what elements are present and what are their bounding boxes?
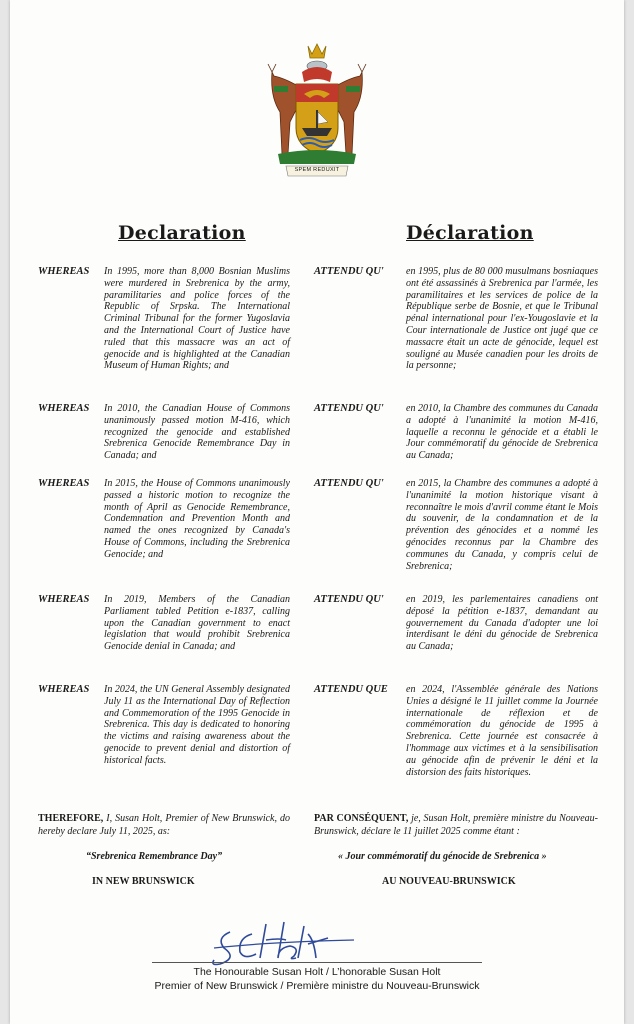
clause-keyword-en: WHEREAS [38,266,90,277]
clause-text-fr: en 2019, les parlementaires canadiens ont déposé la pétition e-1837, demandant au gouvernement du Canada d'adopter une loi interdisant le déni du génocide de Srebrenica au Canada; [406,594,598,653]
clause-text-en: In 2019, Members of the Canadian Parliament tabled Petition e-1837, calling upon the Canadian government to enact legislation that would prohibit Srebrenica Genocide denial in Canada; and [104,594,290,653]
signatory-title: Premier of New Brunswick / Première ministre du Nouveau-Brunswick [154,980,480,992]
clause-keyword-fr: ATTENDU QUE [314,684,388,695]
signature-line [152,962,482,963]
coat-of-arms-icon [262,42,372,182]
clause-text-fr: en 2010, la Chambre des communes du Canada a adopté à l'unanimité la motion M-416, laquelle a reconnu le génocide et a établi le Jour commémoratif du génocide de Srebrenica au Canada; [406,403,598,462]
clause-keyword-fr: ATTENDU QU' [314,403,384,414]
clause-keyword-fr: ATTENDU QU' [314,594,384,605]
clause-keyword-fr: ATTENDU QU' [314,478,384,489]
clause-keyword-fr: ATTENDU QU' [314,266,384,277]
clause-keyword-en: WHEREAS [38,594,90,605]
location-en: IN NEW BRUNSWICK [92,876,195,887]
clause-keyword-en: WHEREAS [38,478,90,489]
therefore-lead-fr: PAR CONSÉQUENT, [314,813,409,824]
title-english: Declaration [118,222,246,244]
therefore-paragraph-en [38,812,290,838]
clause-keyword-en: WHEREAS [38,684,90,695]
clause-text-en: In 1995, more than 8,000 Bosnian Muslims were murdered in Srebrenica by the army, paramilitaries and police forces of the Republic of Srpska. The International Criminal Tribunal for the former Yugoslavia and the International Court of Justice have ruled that this massacre was an act of genocide and is highlighted at the Canadian Museum of Human Rights; and [104,266,290,372]
day-name-en: “Srebrenica Remembrance Day” [86,851,223,862]
clause-text-fr: en 1995, plus de 80 000 musulmans bosniaques ont été assassinés à Srebrenica par l'armée, les paramilitaires et les services de police de la République serbe de Bosnie, et que le Tribunal pénal international pour l'ex-Yougoslavie et la Cour internationale de Justice ont jugé que ce massacre était un acte de génocide, lequel est souligné au Musée canadien pour les droits de la personne; [406,266,598,372]
clause-text-fr: en 2015, la Chambre des communes a adopté à l'unanimité la motion historique visant à reconnaître le mois d'avril comme étant le Mois du souvenir, de la condamnation et de la prévention des génocides et a nommé les génocides reconnus par la Chambre des communes du Canada, y compris celui de Srebrenica; [406,478,598,572]
signature-icon [208,918,358,968]
motto-text: SPEM REDUXIT [294,167,340,173]
clause-text-fr: en 2024, l'Assemblée générale des Nations Unies a désigné le 11 juillet comme la Journée internationale de réflexion et de commémoration du génocide de 1995 à Srebrenica. Cette journée est consacrée à l'hommage aux victimes et à la sensibilisation au génocide afin de prévenir le déni et la distorsion des faits historiques. [406,684,598,778]
clause-keyword-en: WHEREAS [38,403,90,414]
day-name-fr: « Jour commémoratif du génocide de Srebrenica » [338,851,547,862]
location-fr: AU NOUVEAU-BRUNSWICK [382,876,516,887]
title-french: Déclaration [406,222,534,244]
clause-text-en: In 2024, the UN General Assembly designated July 11 as the International Day of Reflection and Commemoration of the 1995 Genocide in Srebrenica. This day is dedicated to honoring the victims and raising awareness about the genocide to prevent denial and distortion of historical facts. [104,684,290,766]
clause-text-en: In 2015, the House of Commons unanimously passed a historic motion to recognize the month of April as Genocide Remembrance, Condemnation and Prevention Month and named the ones recognized by Canada's House of Commons, including the Srebrenica Genocide; and [104,478,290,560]
therefore-paragraph-fr [314,812,598,838]
therefore-text-en: I, Susan Holt, Premier of New Brunswick, do hereby declare July 11, 2025, as: [38,813,290,837]
signatory-name: The Honourable Susan Holt / L’honorable Susan Holt [193,966,441,978]
therefore-text-fr: je, Susan Holt, première ministre du Nouveau-Brunswick, déclare le 11 juillet 2025 comme étant : [314,813,598,837]
therefore-lead-en: THEREFORE, [38,813,104,824]
clause-text-en: In 2010, the Canadian House of Commons unanimously passed motion M-416, which recognized the genocide and established Srebrenica Genocide Remembrance Day in Canada; and [104,403,290,462]
